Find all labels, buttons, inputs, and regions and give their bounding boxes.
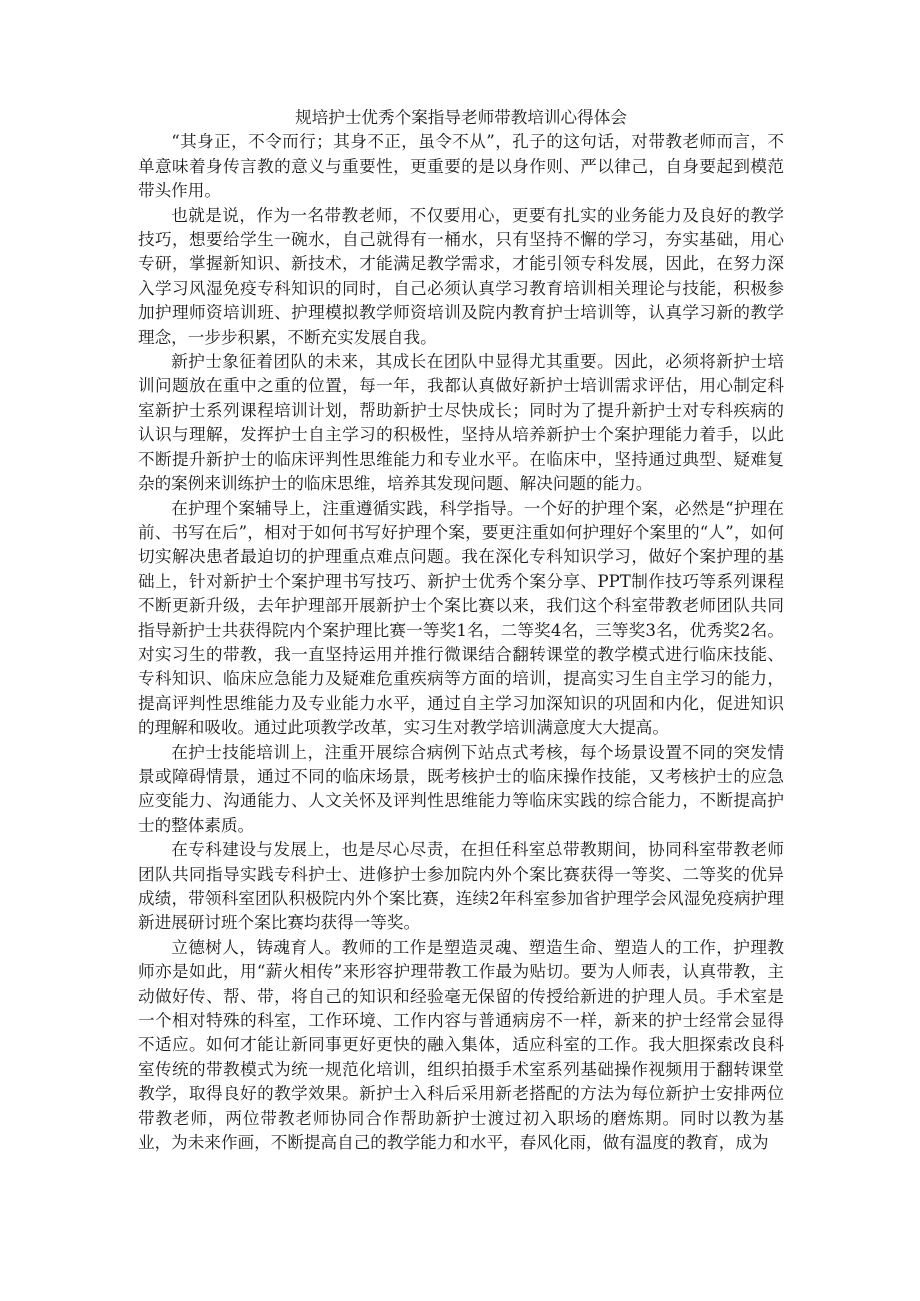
document-title: 规培护士优秀个案指导老师带教培训心得体会 — [295, 108, 627, 127]
document-body — [138, 106, 784, 1155]
paragraph-5: 在护士技能培训上，注重开展综合病例下站点式考核，每个场景设置不同的突发情景或障碍情景，通过不同的临床场景，既考核护士的临床操作技能，又考核护士的应急应变能力、沟通能力、人文关怀及评判性思维能力等临床实践的综合能力，不断提高护士的整体素质。 — [138, 742, 784, 835]
paragraph-4: 在护理个案辅导上，注重遵循实践，科学指导。一个好的护理个案，必然是“护理在前、书写在后”，相对于如何书写好护理个案，要更注重如何护理好个案里的“人”，如何切实解决患者最迫切的护理重点难点问题。我在深化专科知识学习，做好个案护理的基础上，针对新护士个案护理书写技巧、新护士优秀个案分享、PPT制作技巧等系列课程不断更新升级，去年护理部开展新护士个案比赛以来，我们这个科室带教老师团队共同指导新护士共获得院内个案护理比赛一等奖1名，二等奖4名，三等奖3名，优秀奖2名。对实习生的带教，我一直坚持运用并推行微课结合翻转课堂的教学模式进行临床技能、专科知识、临床应急能力及疑难危重疾病等方面的培训，提高实习生自主学习的能力，提高评判性思维能力及专业能力水平，通过自主学习加深知识的巩固和内化，促进知识的理解和吸收。通过此项教学改革，实习生对教学培训满意度大大提高。 — [138, 498, 784, 738]
paragraph-1: “其身正，不令而行；其身不正，虽令不从”，孔子的这句话，对带教老师而言，不单意味着身传言教的意义与重要性，更重要的是以身作则、严以律己，自身要起到模范带头作用。 — [138, 132, 784, 201]
paragraph-6: 在专科建设与发展上，也是尽心尽责，在担任科室总带教期间，协同科室带教老师团队共同指导实践专科护士、进修护士参加院内外个案比赛获得一等奖、二等奖的优异成绩，带领科室团队积极院内外个案比赛，连续2年科室参加省护理学会风湿免疫病护理新进展研讨班个案比赛均获得一等奖。 — [138, 840, 784, 933]
paragraph-2: 也就是说，作为一名带教老师，不仅要用心，更要有扎实的业务能力及良好的教学技巧，想要给学生一碗水，自己就得有一桶水，只有坚持不懈的学习，夯实基础，用心专研，掌握新知识、新技术，才能满足教学需求，才能引领专科发展，因此，在努力深入学习风湿免疫专科知识的同时，自己必须认真学习教育培训相关理论与技能，积极参加护理师资培训班、护理模拟教学师资培训及院内教育护士培训等，认真学习新的教学理念，一步步积累，不断充实发展自我。 — [138, 205, 784, 347]
paragraph-7: 立德树人，铸魂育人。教师的工作是塑造灵魂、塑造生命、塑造人的工作，护理教师亦是如此，用“薪火相传”来形容护理带教工作最为贴切。要为人师表，认真带教，主动做好传、帮、带，将自己的知识和经验毫无保留的传授给新进的护理人员。手术室是一个相对特殊的科室，工作环境、工作内容与普通病房不一样，新来的护士经常会显得不适应。如何才能让新同事更好更快的融入集体，适应科室的工作。我大胆探索改良科室传统的带教模式为统一规范化培训，组织拍摄手术室系列基础操作视频用于翻转课堂教学，取得良好的教学效果。新护士入科后采用新老搭配的方法为每位新护士安排两位带教老师，两位带教老师协同合作帮助新护士渡过初入职场的磨炼期。同时以教为基业，为未来作画，不断提高自己的教学能力和水平，春风化雨，做有温度的教育，成为 — [138, 937, 784, 1153]
paragraph-3: 新护士象征着团队的未来，其成长在团队中显得尤其重要。因此，必须将新护士培训问题放在重中之重的位置，每一年，我都认真做好新护士培训需求评估，用心制定科室新护士系列课程培训计划，帮助新护士尽快成长；同时为了提升新护士对专科疾病的认识与理解，发挥护士自主学习的积极性，坚持从培养新护士个案护理能力着手，以此不断提升新护士的临床评判性思维能力和专业水平。在临床中，坚持通过典型、疑难复杂的案例来训练护士的临床思维，培养其发现问题、解决问题的能力。 — [138, 352, 784, 494]
